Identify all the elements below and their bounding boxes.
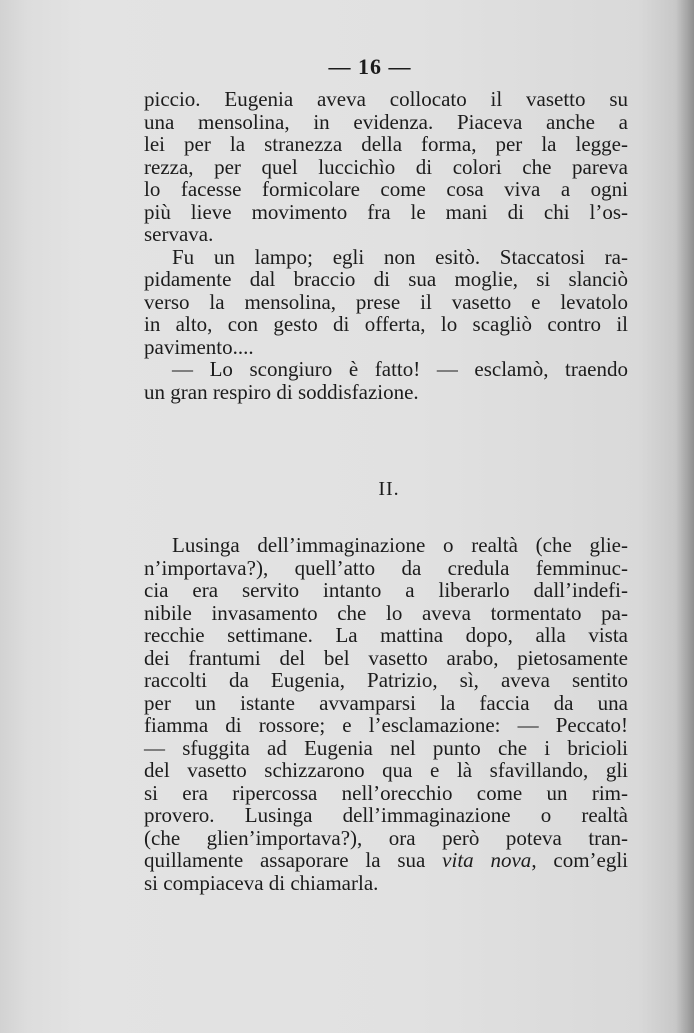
text-line: Lusinga dell’immaginazione o realtà (che glie- xyxy=(172,533,628,557)
text-line: (che glien’importava?), ora però poteva tran- xyxy=(144,825,628,850)
text-line: lo facesse formicolare come cosa viva a ogni xyxy=(144,177,628,201)
text-line: recchie settimane. La mattina dopo, alla vista xyxy=(144,623,628,647)
text-line: in alto, con gesto di offerta, lo scagliò contro il xyxy=(144,312,628,336)
text-line: si compiaceva di chiamarla. xyxy=(144,870,379,895)
text-line: nibile invasamento che lo aveva tormentato pa- xyxy=(144,600,628,625)
text-line: una mensolina, in evidenza. Piaceva anche a xyxy=(144,109,628,134)
text-segment: , com’egli xyxy=(531,848,629,872)
paragraph-block-2 xyxy=(144,534,628,894)
text-line: — sfuggita ad Eugenia nel punto che i bricioli xyxy=(144,735,628,760)
text-line: cia era servito intanto a liberarlo dall’indefi- xyxy=(144,578,628,602)
text-line: verso la mensolina, prese il vasetto e levatolo xyxy=(144,289,628,314)
text-line: raccolti da Eugenia, Patrizio, sì, aveva sentito xyxy=(144,668,628,692)
text-line: n’importava?), quell’atto da credula femminuc- xyxy=(144,555,628,580)
text-line: si era ripercossa nell’orecchio come un rim- xyxy=(144,780,628,805)
text-line: provero. Lusinga dell’immaginazione o realtà xyxy=(144,803,628,827)
text-segment: quillamente assaporare la sua xyxy=(144,848,426,872)
text-line: servava. xyxy=(144,222,214,246)
italic-phrase: vita nova xyxy=(442,848,532,872)
text-line: pidamente dal braccio di sua moglie, si slanciò xyxy=(144,267,628,291)
text-line: — Lo scongiuro è fatto! — esclamò, traendo xyxy=(172,357,628,381)
text-line: pavimento.... xyxy=(144,334,254,359)
page-binding-shadow xyxy=(676,0,694,1033)
text-line: dei frantumi del bel vasetto arabo, pietosamente xyxy=(144,645,628,670)
text-line: del vasetto schizzarono qua e là sfavillando, gli xyxy=(144,758,628,782)
text-line: lei per la stranezza della forma, per la legge- xyxy=(144,132,628,156)
text-line: Fu un lampo; egli non esitò. Staccatosi ra- xyxy=(172,244,628,269)
text-line: piccio. Eugenia aveva collocato il vasetto su xyxy=(144,87,628,111)
text-line-mixed xyxy=(144,849,628,872)
page-number: — 16 — xyxy=(328,54,412,79)
paragraph-block-1 xyxy=(144,88,628,403)
text-line: più lieve movimento fra le mani di chi l’os- xyxy=(144,199,628,224)
text-line: rezza, per quel luccichìo di colori che pareva xyxy=(144,154,628,179)
text-line: per un istante avvamparsi la faccia da una xyxy=(144,690,628,715)
text-line: un gran respiro di soddisfazione. xyxy=(144,379,419,404)
section-heading: II. xyxy=(378,478,400,500)
text-line: fiamma di rossore; e l’esclamazione: — Peccato! xyxy=(144,713,628,737)
